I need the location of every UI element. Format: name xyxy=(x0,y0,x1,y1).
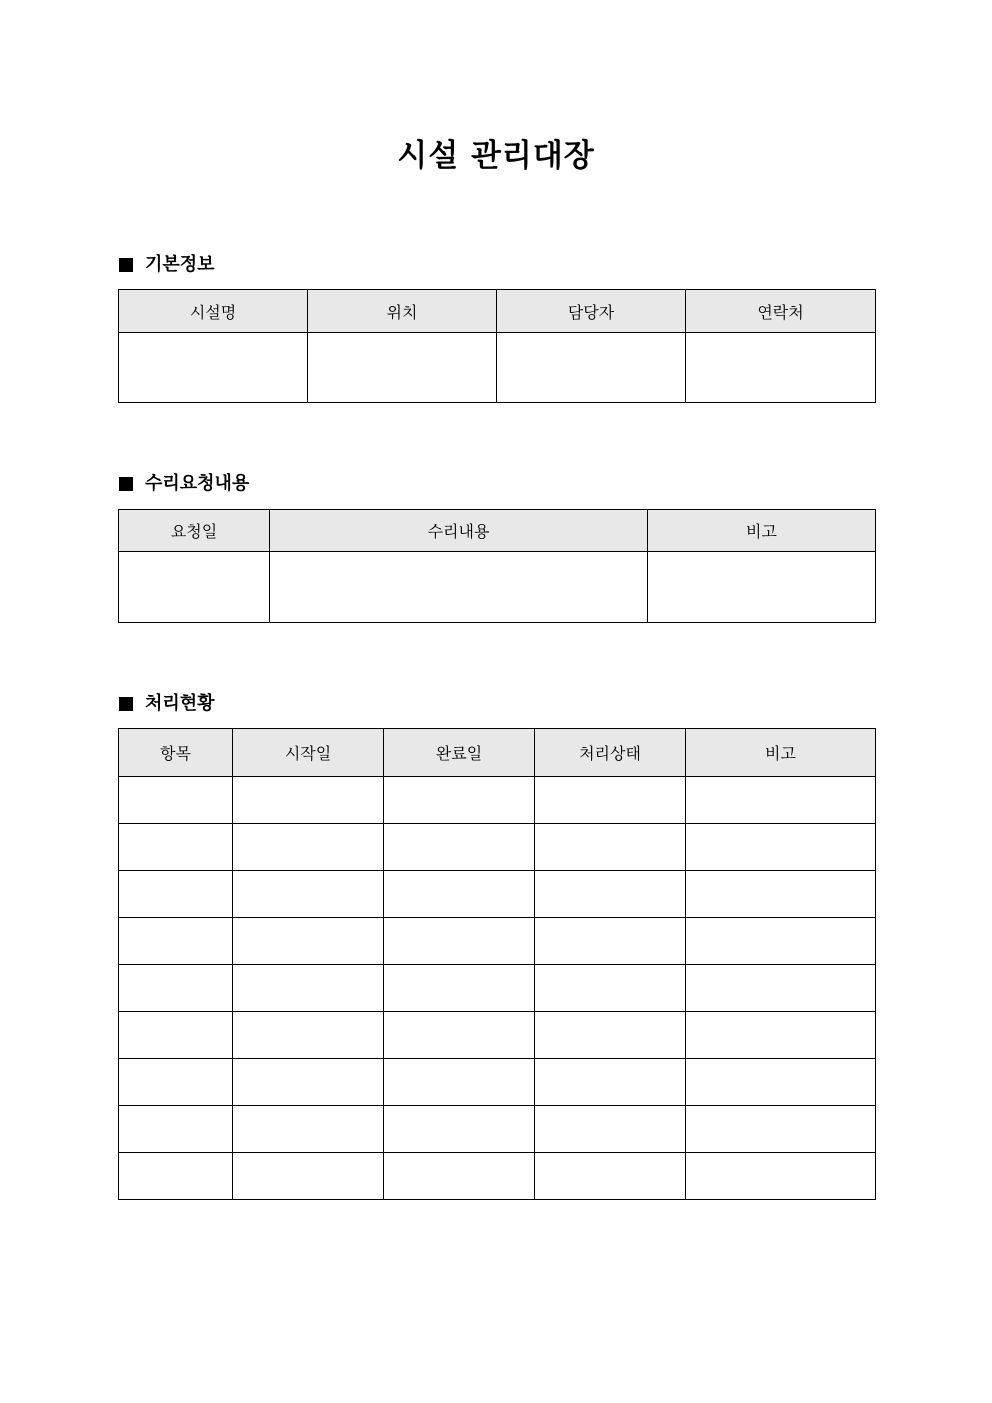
square-bullet-icon xyxy=(119,258,133,272)
table-row xyxy=(119,871,876,918)
table-row xyxy=(119,965,876,1012)
item-cell[interactable] xyxy=(119,1012,233,1059)
item-cell[interactable] xyxy=(119,871,233,918)
item-cell[interactable] xyxy=(119,918,233,965)
facility-name-cell[interactable] xyxy=(119,333,308,403)
status-cell[interactable] xyxy=(535,1012,686,1059)
status-cell[interactable] xyxy=(535,871,686,918)
remarks-cell[interactable] xyxy=(686,918,876,965)
section-heading-label: 처리현황 xyxy=(145,693,215,714)
table-header-row xyxy=(119,510,876,552)
square-bullet-icon xyxy=(119,477,133,491)
item-cell[interactable] xyxy=(119,1106,233,1153)
section-heading-processing-status xyxy=(119,691,215,717)
document-title: 시설 관리대장 xyxy=(397,138,595,174)
status-cell[interactable] xyxy=(535,918,686,965)
column-header-remarks: 비고 xyxy=(686,729,876,777)
column-header-contact: 연락처 xyxy=(686,290,876,333)
remarks-cell[interactable] xyxy=(686,777,876,824)
remarks-cell[interactable] xyxy=(686,965,876,1012)
item-cell[interactable] xyxy=(119,1059,233,1106)
table-row xyxy=(119,552,876,623)
start-date-cell[interactable] xyxy=(233,965,384,1012)
table-row xyxy=(119,824,876,871)
completion-date-cell[interactable] xyxy=(384,965,535,1012)
start-date-cell[interactable] xyxy=(233,918,384,965)
completion-date-cell[interactable] xyxy=(384,918,535,965)
remarks-cell[interactable] xyxy=(686,1059,876,1106)
repair-request-table xyxy=(118,509,876,623)
status-cell[interactable] xyxy=(535,1153,686,1200)
column-header-repair-details: 수리내용 xyxy=(270,510,648,552)
start-date-cell[interactable] xyxy=(233,1106,384,1153)
start-date-cell[interactable] xyxy=(233,824,384,871)
status-cell[interactable] xyxy=(535,1059,686,1106)
completion-date-cell[interactable] xyxy=(384,1106,535,1153)
item-cell[interactable] xyxy=(119,824,233,871)
completion-date-cell[interactable] xyxy=(384,777,535,824)
completion-date-cell[interactable] xyxy=(384,1153,535,1200)
remarks-cell[interactable] xyxy=(686,824,876,871)
table-row xyxy=(119,918,876,965)
status-cell[interactable] xyxy=(535,965,686,1012)
status-cell[interactable] xyxy=(535,824,686,871)
remarks-cell[interactable] xyxy=(686,871,876,918)
table-row xyxy=(119,1012,876,1059)
table-row xyxy=(119,1153,876,1200)
table-header-row xyxy=(119,290,876,333)
completion-date-cell[interactable] xyxy=(384,1012,535,1059)
item-cell[interactable] xyxy=(119,965,233,1012)
section-heading-basic-info xyxy=(119,252,215,278)
column-header-status: 처리상태 xyxy=(535,729,686,777)
column-header-request-date: 요청일 xyxy=(119,510,270,552)
column-header-facility-name: 시설명 xyxy=(119,290,308,333)
column-header-item: 항목 xyxy=(119,729,233,777)
table-row xyxy=(119,333,876,403)
status-cell[interactable] xyxy=(535,1106,686,1153)
column-header-manager: 담당자 xyxy=(497,290,686,333)
completion-date-cell[interactable] xyxy=(384,1059,535,1106)
basic-info-table xyxy=(118,289,876,403)
table-row xyxy=(119,777,876,824)
processing-status-table xyxy=(118,728,876,1200)
section-heading-repair-request xyxy=(119,471,249,497)
completion-date-cell[interactable] xyxy=(384,824,535,871)
repair-details-cell[interactable] xyxy=(270,552,648,623)
start-date-cell[interactable] xyxy=(233,777,384,824)
column-header-completion-date: 완료일 xyxy=(384,729,535,777)
column-header-start-date: 시작일 xyxy=(233,729,384,777)
manager-cell[interactable] xyxy=(497,333,686,403)
start-date-cell[interactable] xyxy=(233,1059,384,1106)
remarks-cell[interactable] xyxy=(686,1012,876,1059)
item-cell[interactable] xyxy=(119,1153,233,1200)
remarks-cell[interactable] xyxy=(686,1106,876,1153)
square-bullet-icon xyxy=(119,697,133,711)
column-header-location: 위치 xyxy=(308,290,497,333)
remarks-cell[interactable] xyxy=(686,1153,876,1200)
request-date-cell[interactable] xyxy=(119,552,270,623)
section-heading-label: 기본정보 xyxy=(145,254,215,275)
start-date-cell[interactable] xyxy=(233,1153,384,1200)
table-row xyxy=(119,1106,876,1153)
status-cell[interactable] xyxy=(535,777,686,824)
start-date-cell[interactable] xyxy=(233,1012,384,1059)
location-cell[interactable] xyxy=(308,333,497,403)
start-date-cell[interactable] xyxy=(233,871,384,918)
remarks-cell[interactable] xyxy=(648,552,876,623)
completion-date-cell[interactable] xyxy=(384,871,535,918)
table-header-row xyxy=(119,729,876,777)
section-heading-label: 수리요청내용 xyxy=(145,473,250,494)
column-header-remarks: 비고 xyxy=(648,510,876,552)
table-row xyxy=(119,1059,876,1106)
item-cell[interactable] xyxy=(119,777,233,824)
contact-cell[interactable] xyxy=(686,333,876,403)
